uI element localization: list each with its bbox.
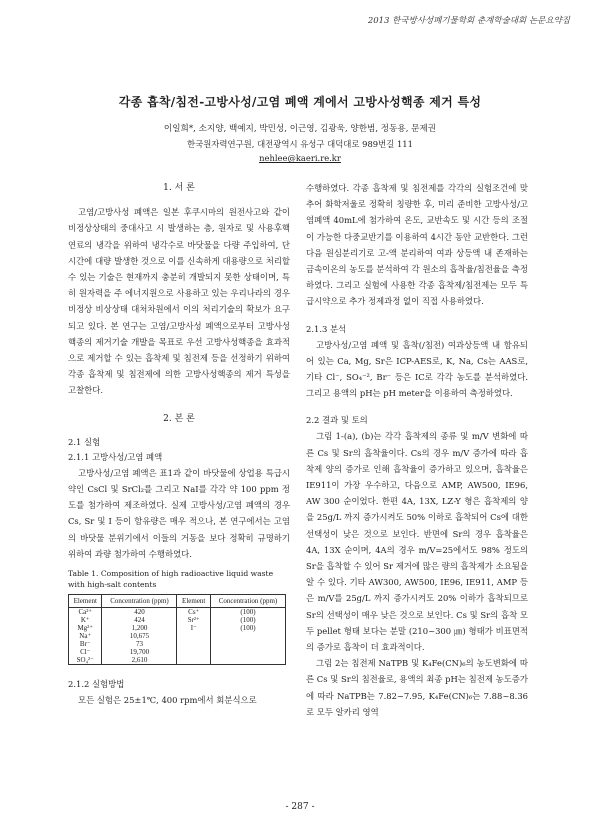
table-cell: (100) <box>210 608 285 617</box>
author-list: 이일희*, 소지양, 백예지, 박민성, 이근영, 김광욱, 양한범, 정동용, 문제권 <box>163 124 437 134</box>
method-paragraph: 모든 실험은 25±1℃, 400 rpm에서 회분식으로 <box>78 695 257 706</box>
subsection-analysis: 2.1.3 분석 <box>306 323 347 334</box>
waste-paragraph: 고방사성/고염 폐액은 표1과 같이 바닷물에 상업용 특급시약인 CsCl 및 SrCl₂를 그리고 NaI를 각각 약 100 ppm 정도를 첨가하여 제조하였다. 실제 고방사성/고염 폐액의 경우 Cs, Sr 및 I 등이 함유량은 매우 적으나, 본 연구에서는 고염의 바닷물 분위기에서 이들의 거동을 보다 정확히 규명하기 위하여 과량 첨가하여 수행하였다. <box>68 467 290 559</box>
table-cell: 424 <box>102 616 177 624</box>
table-cell <box>177 632 210 640</box>
running-header: 2013 한국방사성폐기물학회 춘계학술대회 논문요약집 <box>367 16 570 26</box>
table-cell <box>210 640 285 648</box>
left-column <box>68 180 290 708</box>
subsection-experiment: 2.1 실험 <box>68 436 101 447</box>
table-header: Element <box>69 595 102 608</box>
table-cell: K⁺ <box>69 616 102 624</box>
composition-table <box>68 594 286 665</box>
section-intro-title: 1. 서 론 <box>163 183 195 193</box>
table-cell: (100) <box>210 624 285 632</box>
table-header: Element <box>177 595 210 608</box>
table-header: Concentration (ppm) <box>210 595 285 608</box>
table-row <box>69 624 286 632</box>
table-caption: Table 1. Composition of high radioactive liquid waste with high-salt contents <box>68 569 274 590</box>
subsection-waste: 2.1.1 고방사성/고염 폐액 <box>68 451 163 462</box>
table-cell <box>177 640 210 648</box>
intro-paragraph: 고염/고방사성 폐액은 일본 후쿠시마의 원전사고와 같이 비정상상태의 중대사고 시 발생하는 층, 원자로 및 사용후핵연료의 냉각을 위하여 냉각수로 바닷물을 다량 주입하여, 단시간에 대량 발생한 것으로 이를 신속하게 대용량으로 처리할 수 있는 기술은 현재까지 충분히 개발되지 못한 상태이며, 특히 원자력을 주 에너지원으로 사용하고 있는 우리나라의 경우 비정상 비상상태 대처차원에서 이의 처리기술의 확보가 요구되고 있다. 본 연구는 고염/고방사성 폐액으로부터 고방사성핵종의 제거기술 개발을 목표로 우선 고방사성핵종을 효과적으로 제거할 수 있는 흡착제 및 침전제 등을 선정하기 위하여 각종 흡착제 및 침전제에 의한 고방사성핵종의 제거 특성을 고찰한다. <box>68 207 290 396</box>
paper-title: 각종 흡착/침전-고방사성/고염 폐액 계에서 고방사성핵종 제거 특성 <box>118 95 482 109</box>
table-row <box>69 608 286 617</box>
page-number: - 287 - <box>285 802 315 812</box>
table-cell: Na⁺ <box>69 632 102 640</box>
table-cell: Mg²⁺ <box>69 624 102 632</box>
table-cell: Cs⁺ <box>177 608 210 617</box>
table-cell: I⁻ <box>177 624 210 632</box>
subsection-method: 2.1.2 실험방법 <box>68 679 125 690</box>
table-cell: 19,700 <box>102 648 177 656</box>
table-row <box>69 656 286 665</box>
table-cell <box>177 656 210 665</box>
table-header: Concentration (ppm) <box>102 595 177 608</box>
subsection-results: 2.2 결과 및 토의 <box>306 415 368 426</box>
table-cell: Ca²⁺ <box>69 608 102 617</box>
table-cell: Cl⁻ <box>69 648 102 656</box>
affiliation: 한국원자력연구원, 대전광역시 유성구 대덕대로 989번길 111 <box>187 139 413 149</box>
table-cell <box>210 632 285 640</box>
analysis-paragraph: 고방사성/고염 폐액 및 흡착(/침전) 여과상등액 내 함유되어 있는 Ca, Mg, Sr은 ICP-AES로, K, Na, Cs는 AAS로, 기타 Cl⁻, SO₄⁻², Br⁻ 등은 IC로 각각 농도를 분석하였다. 그리고 용액의 pH는 pH meter을 이용하여 측정하였다. <box>306 339 528 399</box>
method-continued-paragraph: 수행하였다. 각종 흡착제 및 침전제를 각각의 실험조건에 맞추어 화학저울로 정확히 칭량한 후, 미리 준비한 고방사성/고염폐액 40mL에 첨가하여 온도, 교반속도 및 시간 등의 조절이 가능한 다중교반기를 이용하여 4시간 동안 교반한다. 그런 다음 원심분리기로 고-액 분리하여 여과 상등액 내 존재하는 금속이온의 농도를 분석하여 각 원소의 흡착율/침전율을 측정하였다. 그리고 실험에 사용한 각종 흡착제/침전제는 모두 특급시약으로 추가 정제과정 없이 직접 사용하였다. <box>306 183 528 307</box>
table-row <box>69 616 286 624</box>
table-cell: 2,610 <box>102 656 177 665</box>
table-cell <box>210 656 285 665</box>
table-cell: 10,675 <box>102 632 177 640</box>
table-cell <box>210 648 285 656</box>
email-link[interactable]: nehlee@kaeri.re.kr <box>259 153 341 163</box>
right-column <box>306 180 528 720</box>
table-cell: Sr²⁺ <box>177 616 210 624</box>
table-row <box>69 632 286 640</box>
table-cell: SO₄²⁻ <box>69 656 102 665</box>
table-cell: 1,200 <box>102 624 177 632</box>
results-paragraph-1: 그림 1-(a), (b)는 각각 흡착제의 종류 및 m/V 변화에 따른 Cs 및 Sr의 흡착율이다. Cs의 경우 m/V 증가에 따라 흡착제 양의 증가로 인해 흡착율이 증가하고 있으며, 흡착율은 IE911이 가장 우수하고, 다음으로 AMP, AW500, IE96, AW 300 순이었다. 한편 4A, 13X, LZ-Y 형은 흡착제의 양을 25g/L 까지 증가시켜도 50% 이하로 흡착되어 Cs에 대한 선택성이 낮은 것으로 보인다. 반면에 Sr의 경우 흡착율은 4A, 13X 순이며, 4A의 경우 m/V=25에서도 98% 정도의 Sr을 흡착할 수 있어 Sr 제거에 많은 량의 흡착제가 소요됨을 알 수 있다. 기타 AW300, AW500, IE96, IE911, AMP 등은 m/V를 25g/L 까지 증가시켜도 20% 이하가 흡착되므로 Sr의 선택성이 매우 낮은 것으로 보인다. Cs 및 Sr의 흡착 모두 pellet 형태 보다는 분말 (210~300 ㎛) 형태가 비표면적의 증가로 흡착이 더 효과적이다. <box>306 431 528 653</box>
table-cell: 420 <box>102 608 177 617</box>
table-row <box>69 648 286 656</box>
table-row <box>69 640 286 648</box>
table-cell: Br⁻ <box>69 640 102 648</box>
table-cell: 73 <box>102 640 177 648</box>
table-cell: (100) <box>210 616 285 624</box>
table-cell <box>177 648 210 656</box>
results-paragraph-2: 그림 2는 침전제 NaTPB 및 K₄Fe(CN)₆의 농도변화에 따른 Cs 및 Sr의 침전율로, 용액의 최종 pH는 침전제 농도증가에 따라 NaTPB는 7.82~7.95, K₄Fe(CN)₆는 7.88~8.36로 모두 알카리 영역 <box>306 658 528 717</box>
section-body-title: 2. 본 론 <box>163 413 195 424</box>
